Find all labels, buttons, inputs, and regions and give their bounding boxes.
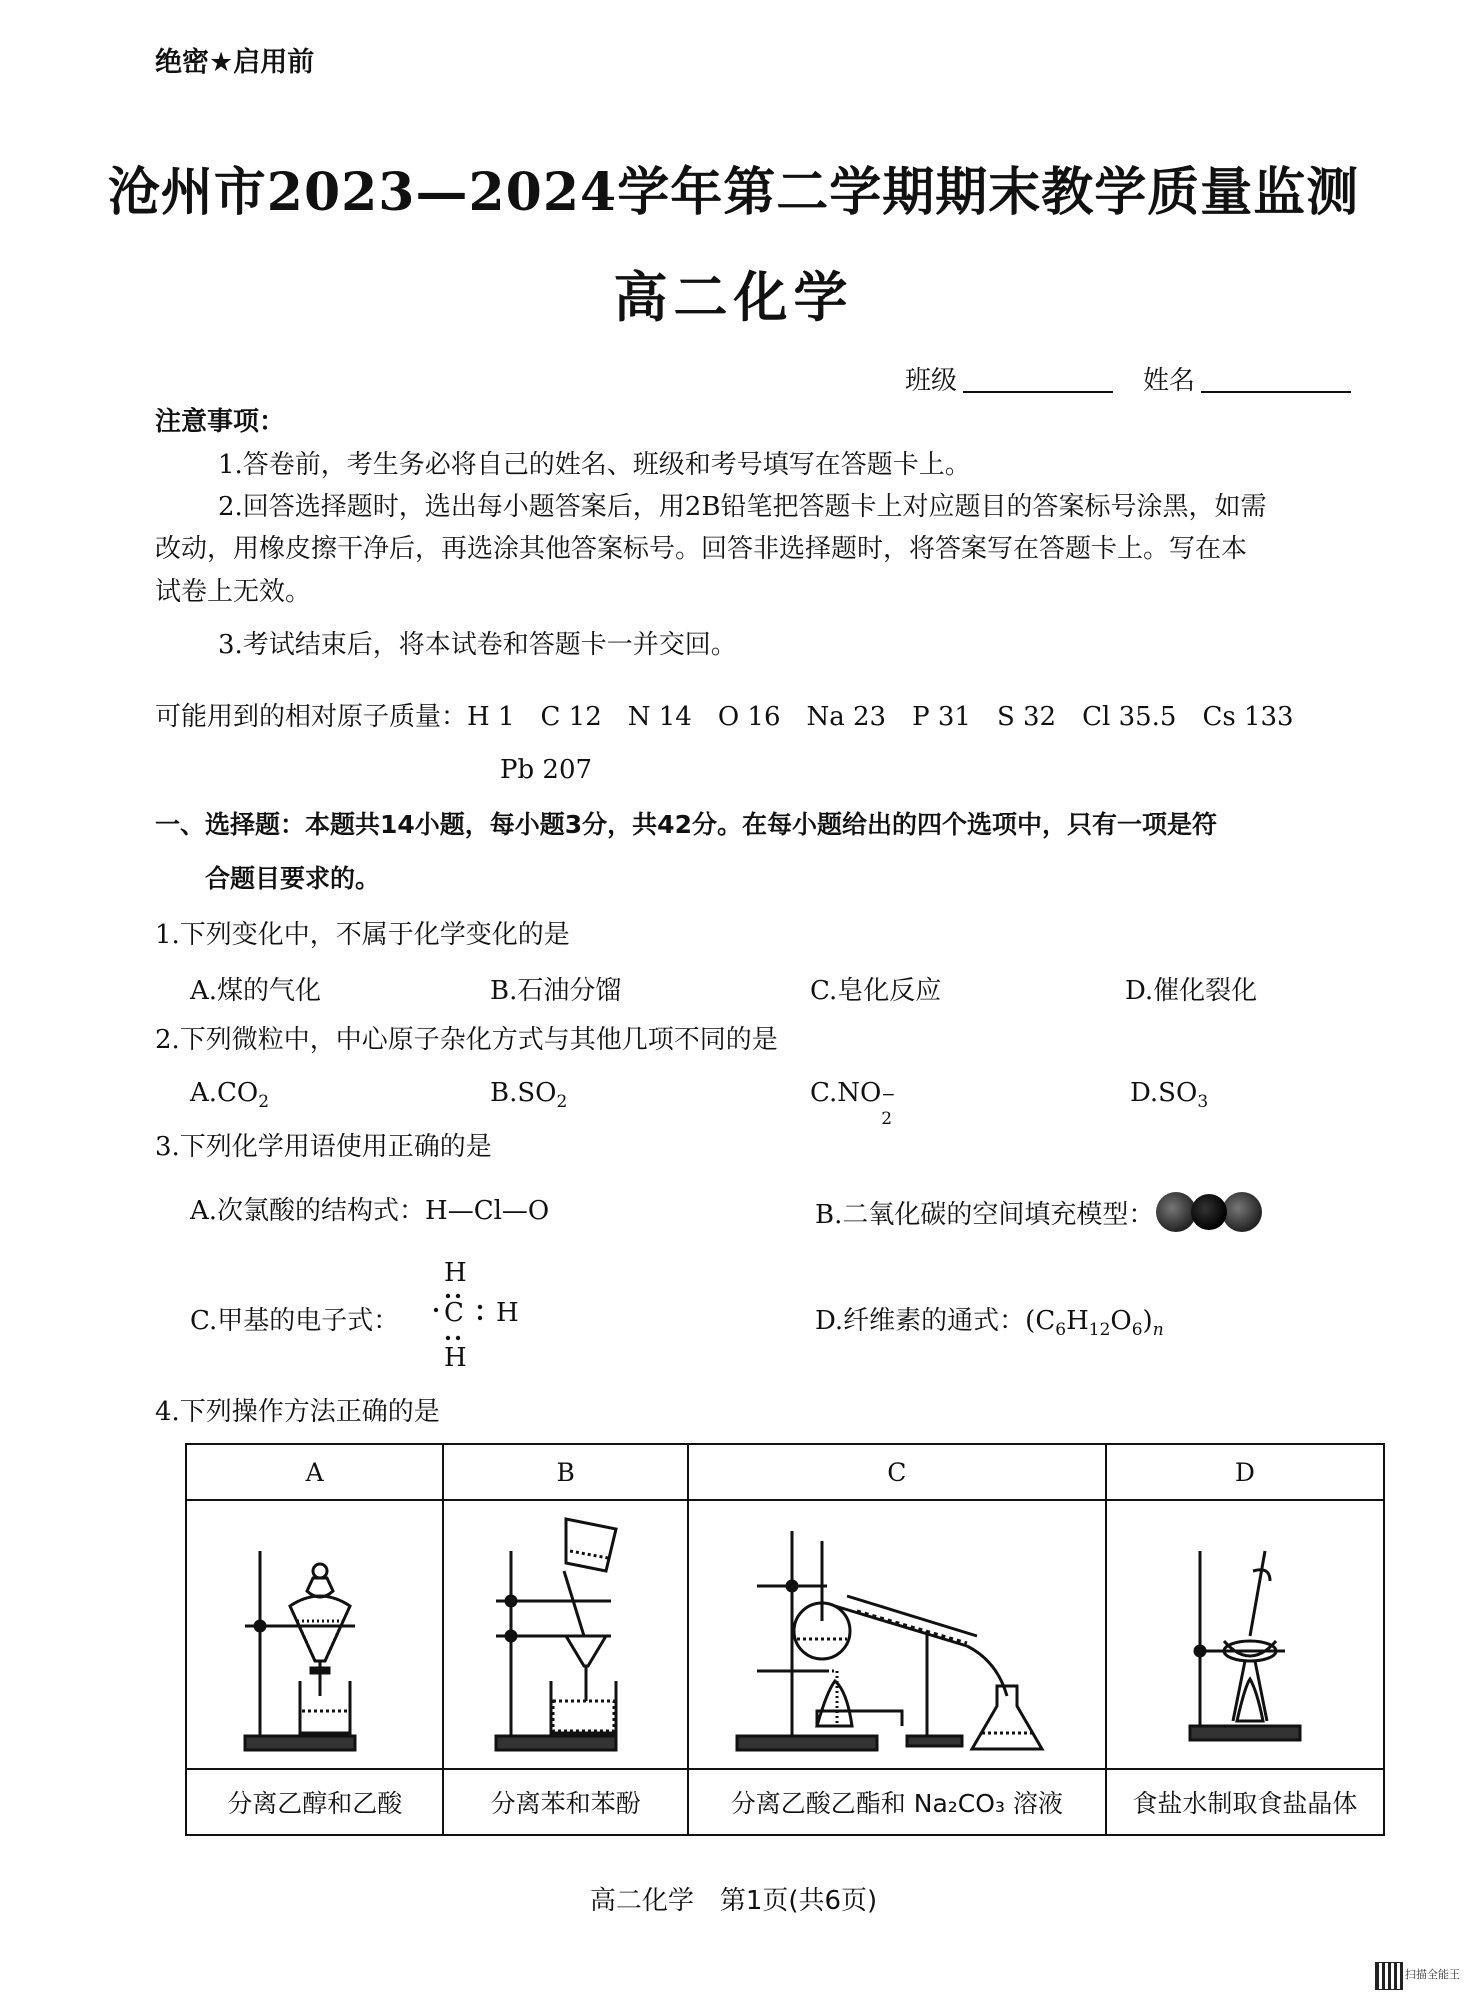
q4-apparatus-table	[185, 1443, 1385, 1836]
section-heading-line-1: 一、选择题：本题共14小题，每小题3分，共42分。在每小题给出的四个选项中，只有一项是符	[155, 810, 1217, 839]
q2-option-b[interactable]: $B.SO_2$	[490, 1078, 568, 1113]
notice-item-1: 1.答卷前，考生务必将自己的姓名、班级和考号填写在答题卡上。	[218, 450, 971, 480]
co2-space-filling-model-icon	[1154, 1190, 1264, 1234]
electron-dots-icon	[400, 1258, 520, 1388]
filtration-apparatus-icon	[466, 1511, 666, 1761]
q3-option-c-label[interactable]: C.甲基的电子式：	[190, 1306, 400, 1336]
q3-stem: 3.下列化学用语使用正确的是	[155, 1132, 492, 1162]
atomic-masses-label: 可能用到的相对原子质量：	[155, 702, 468, 732]
evaporation-apparatus-icon	[1145, 1511, 1345, 1761]
separatory-funnel-icon	[215, 1511, 415, 1761]
confidential-mark: 绝密★启用前	[155, 47, 315, 78]
q4-stem: 4.下列操作方法正确的是	[155, 1397, 440, 1427]
atomic-masses-line-1	[155, 700, 1294, 734]
q4-image-a[interactable]	[186, 1500, 443, 1769]
methyl-h-top: H	[444, 1258, 467, 1288]
q3-option-a[interactable]: A.次氯酸的结构式：H—Cl—O	[190, 1196, 550, 1226]
class-label: 班级	[905, 366, 958, 396]
methyl-electron-formula	[400, 1258, 520, 1388]
q2-option-a[interactable]: $A.CO_2$	[190, 1078, 270, 1113]
q3-option-d[interactable]: D.纤维素的通式：$(C_6H_{12}O_6)_n$	[815, 1306, 1164, 1341]
name-label: 姓名	[1143, 366, 1196, 396]
q4-caption-c: 分离乙酸乙酯和 Na₂CO₃ 溶液	[688, 1769, 1106, 1835]
q4-image-d[interactable]	[1106, 1500, 1384, 1769]
q4-header-b[interactable]: B	[443, 1444, 688, 1500]
q4-header-c[interactable]: C	[688, 1444, 1106, 1500]
q4-image-c[interactable]	[688, 1500, 1106, 1769]
q4-image-b[interactable]	[443, 1500, 688, 1769]
exam-title: 沧州市2023—2024学年第二学期期末教学质量监测	[107, 162, 1360, 223]
subject-title: 高二化学	[613, 265, 854, 329]
q1-option-c[interactable]: C.皂化反应	[810, 976, 942, 1006]
q4-caption-d: 食盐水制取食盐晶体	[1106, 1769, 1384, 1835]
q2-stem: 2.下列微粒中，中心原子杂化方式与其他几项不同的是	[155, 1025, 778, 1055]
methyl-h-bottom: H	[444, 1343, 467, 1373]
page-footer: 高二化学 第1页(共6页)	[589, 1886, 878, 1916]
notice-item-2-line-2: 改动，用橡皮擦干净后，再选涂其他答案标号。回答非选择题时，将答案写在答题卡上。写在本	[155, 534, 1248, 564]
distillation-apparatus-icon	[697, 1511, 1097, 1761]
atomic-masses-line-2: Pb 207	[500, 755, 593, 785]
q4-caption-a: 分离乙醇和乙酸	[186, 1769, 443, 1835]
methyl-c: C	[444, 1298, 464, 1328]
q1-option-d[interactable]: D.催化裂化	[1125, 976, 1258, 1006]
q1-option-b[interactable]: B.石油分馏	[490, 976, 622, 1006]
q2-option-c[interactable]: C.NO − 2	[810, 1078, 896, 1129]
class-blank[interactable]	[963, 365, 1113, 393]
q4-header-d[interactable]: D	[1106, 1444, 1384, 1500]
name-blank[interactable]	[1201, 365, 1351, 393]
student-info-row	[905, 360, 1381, 397]
qr-code-icon	[1375, 1962, 1403, 1990]
q1-option-a[interactable]: A.煤的气化	[190, 976, 322, 1006]
atomic-masses-values: H 1 C 12 N 14 O 16 Na 23 P 31 S 32 Cl 35.5 Cs 133	[467, 702, 1294, 732]
section-heading-line-2: 合题目要求的。	[205, 864, 381, 893]
notice-item-2-line-3: 试卷上无效。	[155, 577, 312, 607]
q1-stem: 1.下列变化中，不属于化学变化的是	[155, 920, 570, 950]
q3-option-b[interactable]: B.二氧化碳的空间填充模型：	[815, 1190, 1264, 1234]
notice-item-2-line-1: 2.回答选择题时，选出每小题答案后，用2B铅笔把答题卡上对应题目的答案标号涂黑，如需	[218, 492, 1267, 522]
notice-item-3: 3.考试结束后，将本试卷和答题卡一并交回。	[218, 630, 737, 660]
scanner-watermark: 扫描全能王	[1405, 1968, 1460, 1981]
q4-header-a[interactable]: A	[186, 1444, 443, 1500]
methyl-h-right: H	[496, 1298, 519, 1328]
q4-caption-b: 分离苯和苯酚	[443, 1769, 688, 1835]
q2-option-d[interactable]: $D.SO_3$	[1130, 1078, 1209, 1113]
notice-heading: 注意事项：	[155, 407, 286, 437]
